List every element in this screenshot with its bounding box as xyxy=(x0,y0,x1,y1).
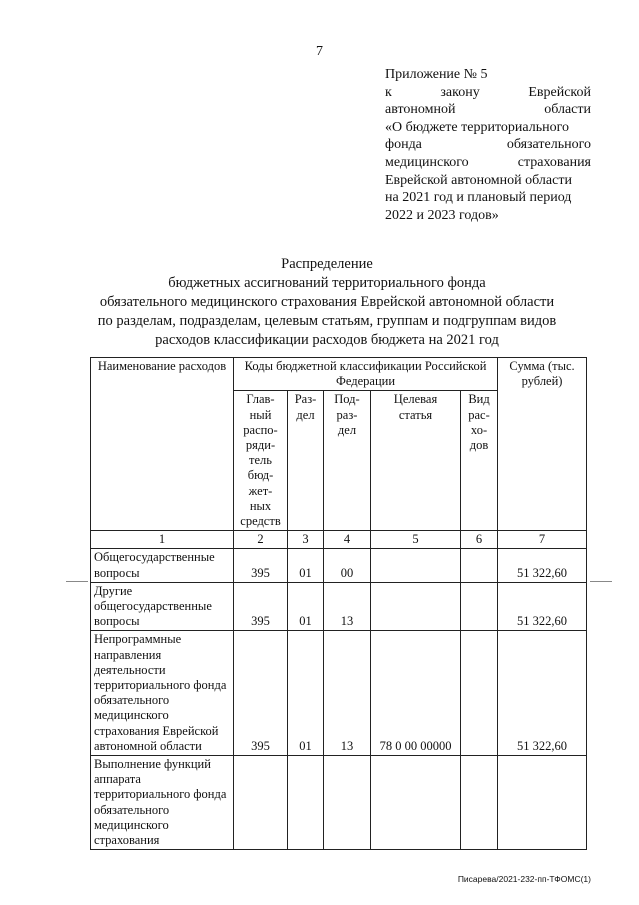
row-vr xyxy=(461,756,498,850)
row-pr: 13 xyxy=(324,582,371,631)
row-vr xyxy=(461,549,498,582)
row-cs xyxy=(371,756,461,850)
title-line: обязательного медицинского страхования Еврейской автономной области xyxy=(99,294,555,310)
row-gr: 395 xyxy=(234,631,288,756)
column-number: 1 xyxy=(91,531,234,549)
document-title xyxy=(60,255,594,350)
row-name: Непрограммные направления деятельности территориального фонда обязательного медицинского страхования Еврейской автономной области xyxy=(91,631,234,756)
row-name: Выполнение функций аппарата территориального фонда обязательного медицинского страхования xyxy=(91,756,234,850)
budget-table xyxy=(90,357,587,850)
header-pr: Под- раз- дел xyxy=(324,391,371,531)
row-name: Общегосударственные вопросы xyxy=(91,549,234,582)
row-sum xyxy=(498,756,587,850)
appendix-line: Еврейской автономной области xyxy=(385,172,572,188)
row-rz xyxy=(288,756,324,850)
row-sum: 51 322,60 xyxy=(498,631,587,756)
row-pr: 00 xyxy=(324,549,371,582)
header-sum: Сумма (тыс. рублей) xyxy=(498,358,587,531)
table-row xyxy=(91,631,587,756)
page-number: 7 xyxy=(316,44,323,59)
table-row xyxy=(91,756,587,850)
header-vr: Вид рас- хо- дов xyxy=(461,391,498,531)
appendix-line: автономной области xyxy=(385,102,591,118)
row-rz: 01 xyxy=(288,549,324,582)
row-gr xyxy=(234,756,288,850)
row-gr: 395 xyxy=(234,582,288,631)
column-numbers-row xyxy=(91,531,587,549)
appendix-line: фонда обязательного xyxy=(385,137,591,153)
header-codes: Коды бюджетной классификации Российской Федерации xyxy=(234,358,498,391)
header-name: Наименование расходов xyxy=(91,358,234,531)
row-rz: 01 xyxy=(288,631,324,756)
row-sum: 51 322,60 xyxy=(498,549,587,582)
row-cs xyxy=(371,582,461,631)
column-number: 7 xyxy=(498,531,587,549)
row-pr xyxy=(324,756,371,850)
title-line: по разделам, подразделам, целевым статьям, группам и подгруппам видов xyxy=(97,313,557,329)
title-line: расходов классификации расходов бюджета на 2021 год xyxy=(155,332,499,348)
row-cs xyxy=(371,549,461,582)
column-number: 6 xyxy=(461,531,498,549)
scan-artifact-line xyxy=(590,581,612,582)
row-cs: 78 0 00 00000 xyxy=(371,631,461,756)
appendix-line: «О бюджете территориального xyxy=(385,119,569,135)
table-row xyxy=(91,582,587,631)
row-rz: 01 xyxy=(288,582,324,631)
appendix-block xyxy=(385,66,591,224)
row-vr xyxy=(461,582,498,631)
row-sum: 51 322,60 xyxy=(498,582,587,631)
row-pr: 13 xyxy=(324,631,371,756)
appendix-line: на 2021 год и плановый период xyxy=(385,190,572,206)
column-number: 3 xyxy=(288,531,324,549)
column-number: 5 xyxy=(371,531,461,549)
column-number: 4 xyxy=(324,531,371,549)
title-line: бюджетных ассигнований территориального фонда xyxy=(168,275,486,291)
scan-artifact-line xyxy=(66,581,88,582)
appendix-line: Приложение № 5 xyxy=(385,67,488,82)
row-name: Другие общегосударственные вопросы xyxy=(91,582,234,631)
title-line: Распределение xyxy=(281,256,373,272)
appendix-line: 2022 и 2023 годов» xyxy=(385,207,499,223)
header-rz: Раз- дел xyxy=(288,391,324,531)
header-cs: Целевая статья xyxy=(371,391,461,531)
column-number: 2 xyxy=(234,531,288,549)
row-gr: 395 xyxy=(234,549,288,582)
appendix-line: к закону Еврейской xyxy=(385,84,591,100)
row-vr xyxy=(461,631,498,756)
document-footer-code: Писарева/2021-232-пп-ТФОМС(1) xyxy=(457,874,591,884)
header-gr: Глав- ный распо- ряди- тель бюд- жет- ных средств xyxy=(234,391,288,531)
appendix-line: медицинского страхования xyxy=(385,154,591,170)
table-row xyxy=(91,549,587,582)
